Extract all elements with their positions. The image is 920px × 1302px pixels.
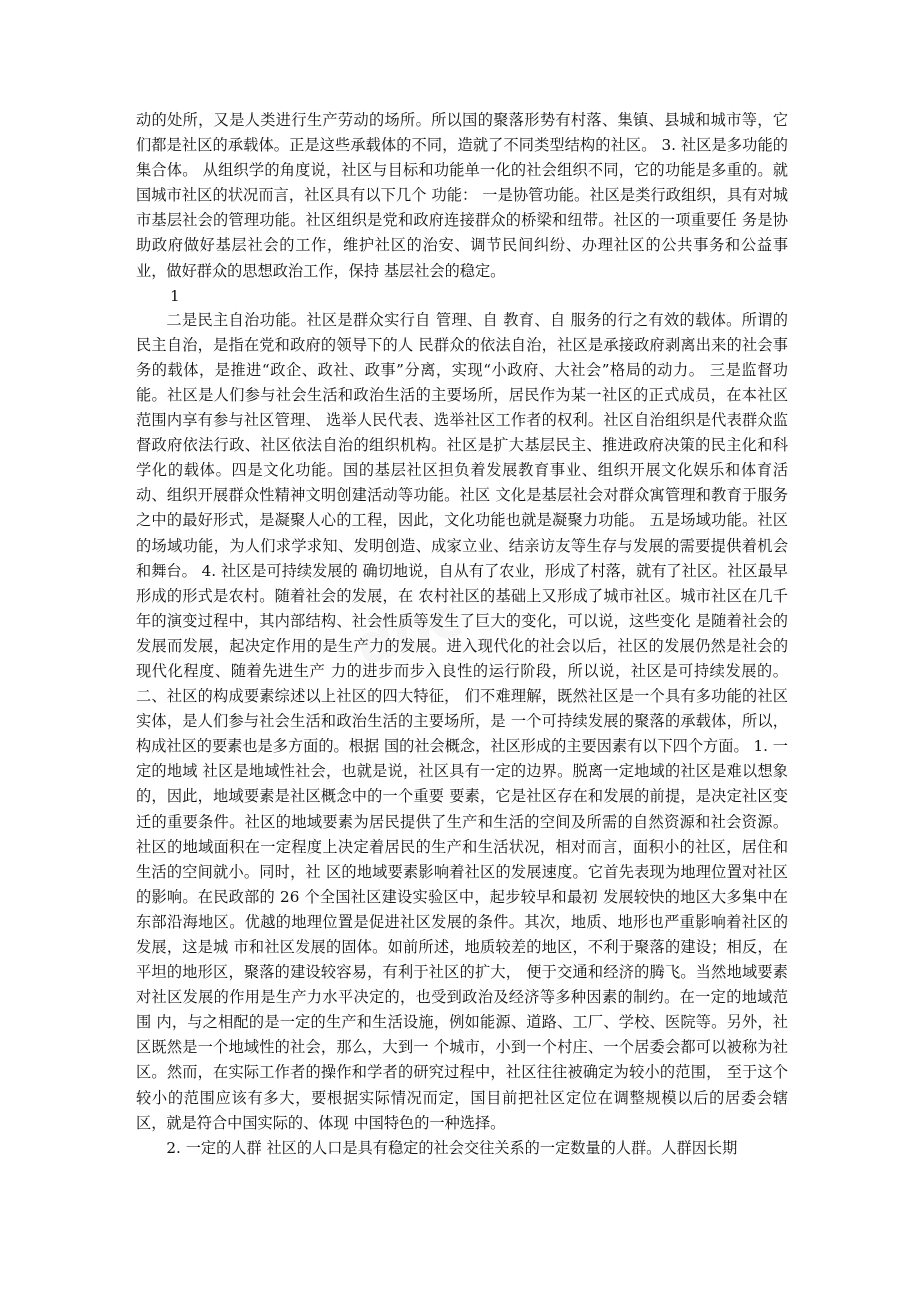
document-body [136,108,788,1161]
paragraph-population-element: 2. 一定的人群 社区的人口是具有稳定的社会交往关系的一定数量的人群。人群因长期 [166,1138,738,1157]
paragraph-community-carrier-and-functions: 动的处所，又是人类进行生产劳动的场所。所以国的聚落形势有村落、集镇、县城和城市等，它们都是社区的承载体。正是这些承载体的不同，造就了不同类型结构的社区。 3. 社区是多功能的集合体。 从组织学的角度说，社区与目标和功能单一化的社会组织不同，它的功能是多重的。就 国城市社区的状况而言，社区具有以下几个 功能： 一是协管功能。社区是类行政组织，具有对城市基层社会的管理功能。社区组织是党和政府连接群众的桥梁和纽带。社区的一项重要任 务是协助政府做好基层社会的工作，维护社区的治安、调节民间纠纷、办理社区的公共事务和公益事业，做好群众的思想政治工作，保持 基层社会的稳定。 [136,111,788,280]
page-number-marker: 1 [170,286,180,305]
paragraph-democratic-autonomy-and-elements: 二是民主自治功能。社区是群众实行自 管理、自 教育、自 服务的行之有效的载体。所谓的民主自治，是指在党和政府的领导下的人 民群众的依法自治，社区是承接政府剥离出来的社会事务的载体，是推进“政企、政社、政事”分离，实现“小政府、大社会”格局的动力。 三是监督功能。社区是人们参与社会生活和政治生活的主要场所，居民作为某一社区的正式成员，在本社区范围内享有参与社区管理、 选举人民代表、选举社区工作者的权利。社区自治组织是代表群众监督政府依法行政、社区依法自治的组织机构。社区是扩大基层民主、推进政府决策的民主化和科学化的载体。四是文化功能。国的基层社区担负着发展教育事业、组织开展文化娱乐和体育活动、组织开展群众性精神文明创建活动等功能。社区 文化是基层社会对群众寓管理和教育于服务之中的最好形式，是凝聚人心的工程，因此，文化功能也就是凝聚力功能。 五是场域功能。社区的场域功能，为人们求学求知、发明创造、成家立业、结亲访友等生存与发展的需要提供着机会和舞台。 4. 社区是可持续发展的 确切地说，自从有了农业，形成了村落，就有了社区。社区最早形成的形式是农村。随着社会的发展，在 农村社区的基础上又形成了城市社区。城市社区在几千年的演变过程中，其内部结构、社会性质等发生了巨大的变化，可以说，这些变化 是随着社会的发展而发展，起决定作用的是生产力的发展。进入现代化的社会以后，社区的发展仍然是社会的现代化程度、随着先进生产 力的进步而步入良性的运行阶段，所以说，社区是可持续发展的。二、社区的构成要素综述以上社区的四大特征， 们不难理解，既然社区是一个具有多功能的社区实体，是人们参与社会生活和政治生活的主要场所，是 一个可持续发展的聚落的承载体，所以，构成社区的要素也是多方面的。根据 国的社会概念，社区形成的主要因素有以下四个方面。 1. 一定的地域 社区是地域性社会，也就是说，社区具有一定的边界。脱离一定地域的社区是难以想象的，因此，地域要素是社区概念中的一个重要 要素，它是社区存在和发展的前提，是决定社区变迁的重要条件。社区的地域要素为居民提供了生产和生活的空间及所需的自然资源和社会资源。社区的地域面积在一定程度上决定着居民的生产和生活状况，相对而言，面积小的社区，居住和生活的空间就小。同时，社 区的地域要素影响着社区的发展速度。它首先表现为地理位置对社区的影响。在民政部的 26 个全国社区建设实验区中，起步较早和最初 发展较快的地区大多集中在东部沿海地区。优越的地理位置是促进社区发展的条件。其次，地质、地形也严重影响着社区的发展，这是城 市和社区发展的固体。如前所述，地质较差的地区，不利于聚落的建设；相反，在平坦的地形区，聚落的建设较容易，有利于社区的扩大， 便于交通和经济的腾飞。当然地域要素对社区发展的作用是生产力水平决定的，也受到政治及经济等多种因素的制约。在一定的地域范围 内，与之相配的是一定的生产和生活设施，例如能源、道路、工厂、学校、医院等。另外，社区既然是一个地域性的社会，那么，大到一 个城市，小到一个村庄、一个居委会都可以被称为社区。然而，在实际工作者的操作和学者的研究过程中，社区往往被确定为较小的范围， 至于这个较小的范围应该有多大，要根据实际情况而定，国目前把社区定位在调整规模以后的居委会辖区，就是符合中国实际的、体现 中国特色的一种选择。 [136,310,788,1132]
